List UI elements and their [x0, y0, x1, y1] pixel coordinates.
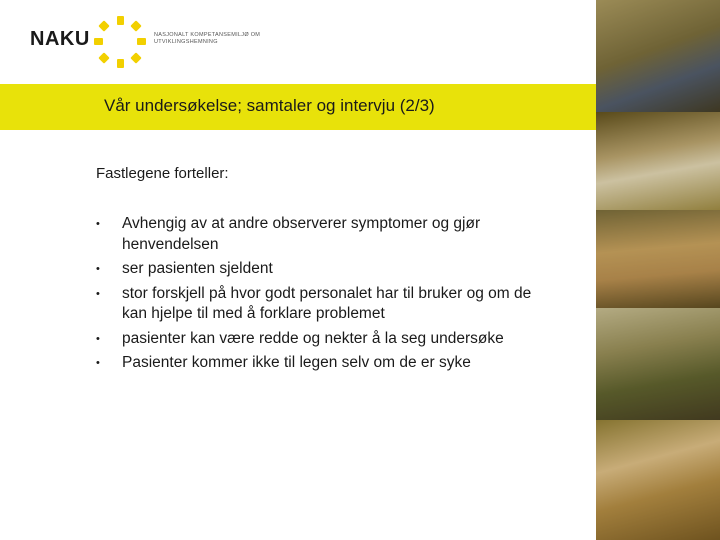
list-item: [90, 259, 550, 280]
photo-cyclist: [596, 308, 720, 420]
logo-wordmark: NAKU: [30, 28, 90, 50]
slide-title: Vår undersøkelse; samtaler og intervju (2/3): [104, 96, 435, 115]
bullet-text: Avhengig av at andre observerer symptomer og gjør henvendelsen: [122, 215, 481, 253]
naku-logo: [30, 14, 260, 70]
bullet-text: ser pasienten sjeldent: [122, 260, 273, 277]
sun-logo-icon: [92, 14, 148, 70]
list-item: [90, 214, 550, 255]
bullet-icon: •: [96, 287, 100, 300]
bullet-text: Pasienter kommer ikke til legen selv om de er syke: [122, 354, 471, 371]
bullet-text: stor forskjell på hvor godt personalet har til bruker og om de kan hjelpe til med å forklare problemet: [122, 284, 532, 322]
logo-tagline: NASJONALT KOMPETANSEMILJØ OM UTVIKLINGSHEMNING: [154, 32, 261, 45]
bullet-icon: •: [96, 357, 100, 369]
list-item: [90, 329, 550, 350]
bullet-icon: •: [96, 332, 100, 345]
bullet-icon: •: [96, 218, 100, 230]
photo-elderly-man: [596, 112, 720, 210]
list-item: [90, 353, 550, 374]
bullet-text: pasienter kan være redde og nekter å la seg undersøke: [122, 329, 504, 347]
photo-couple: [596, 210, 720, 308]
bullet-icon: •: [96, 263, 100, 275]
bullet-list: [90, 214, 550, 378]
slide-subtitle: Fastlegene forteller:: [96, 165, 229, 182]
photo-collage: [596, 0, 720, 540]
photo-snowmobile: [596, 0, 720, 112]
list-item: [90, 284, 550, 325]
photo-children: [596, 420, 720, 540]
